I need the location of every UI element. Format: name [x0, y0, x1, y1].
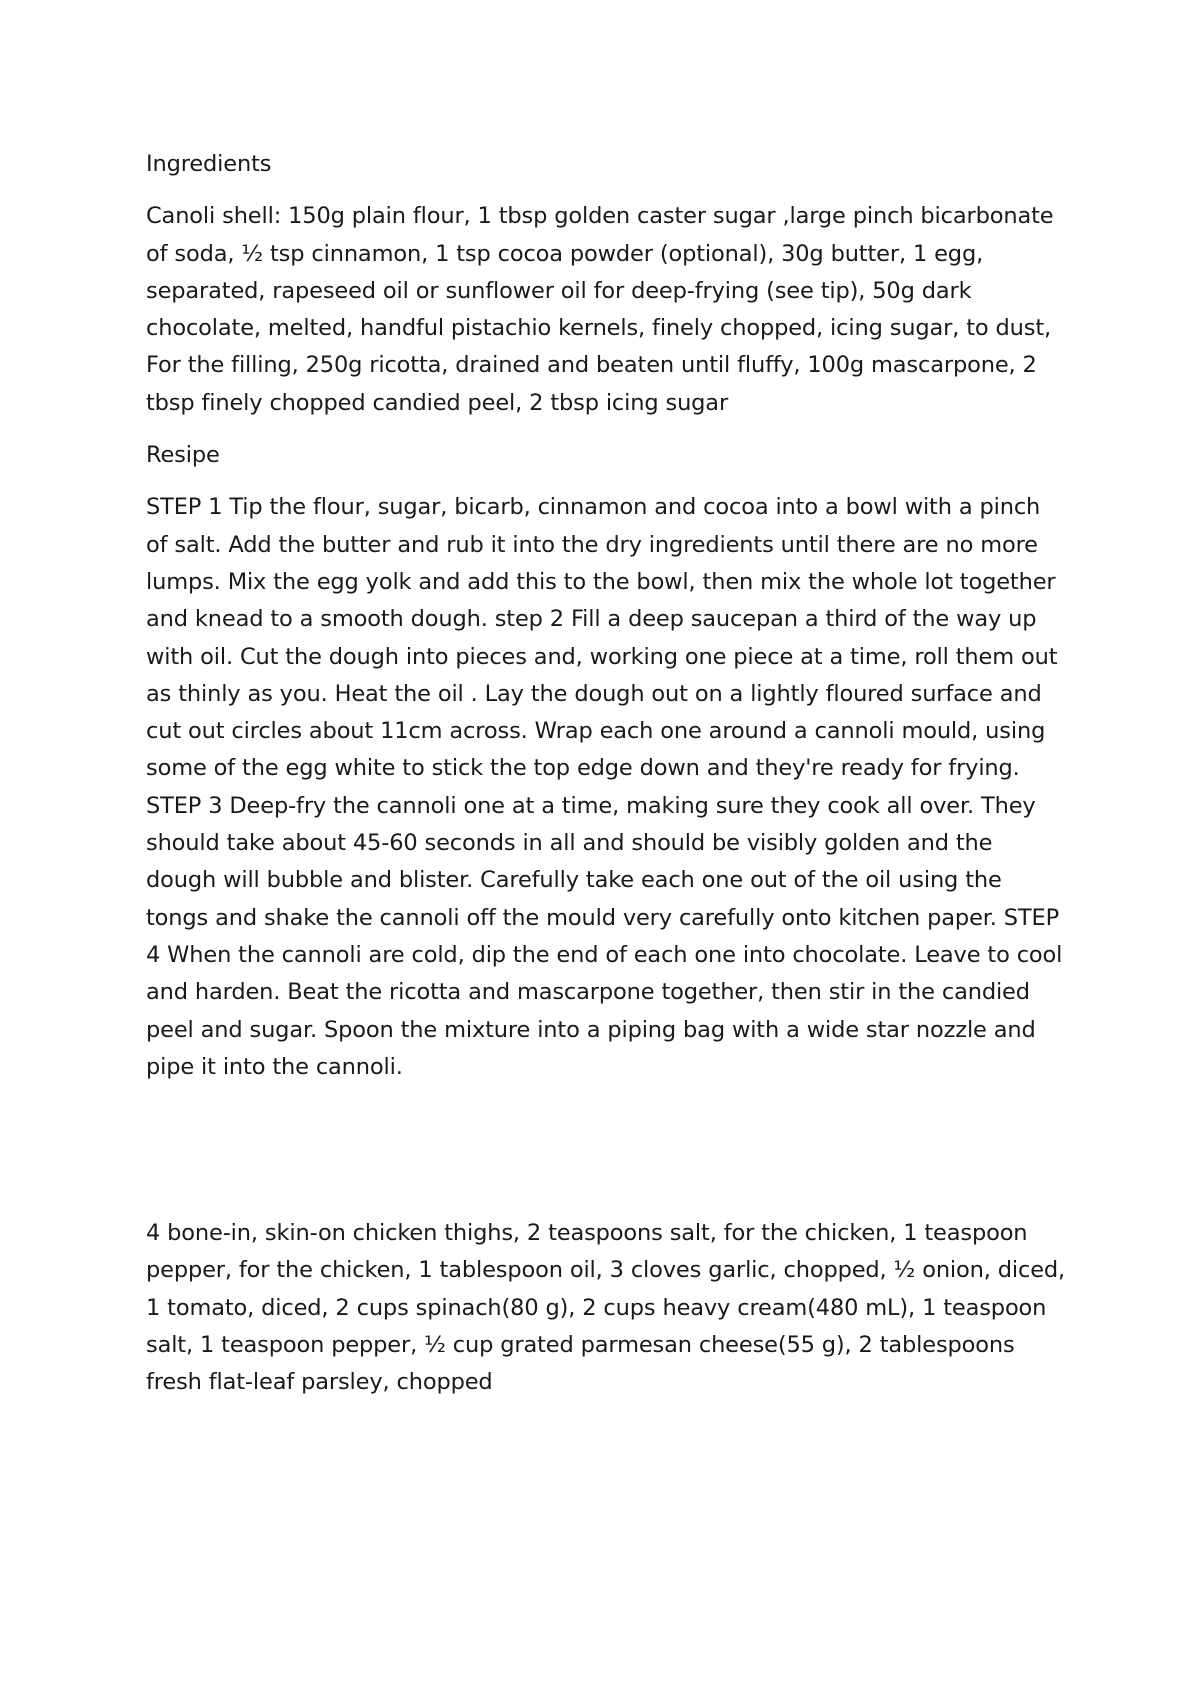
chicken-ingredients-paragraph: 4 bone-in, skin-on chicken thighs, 2 teaspoons salt, for the chicken, 1 teaspoon pepper, for the chicken, 1 tablespoon oil, 3 cloves garlic, chopped, ½ onion, diced, 1 tomato, diced, 2 cups spinach(80 g), 2 cups heavy cream(480 mL), 1 teaspoon salt, 1 teaspoon pepper, ½ cup grated parmesan cheese(55 g), 2 tablespoons fresh flat-leaf parsley, chopped — [146, 1220, 1066, 1396]
document-body — [146, 146, 1066, 1417]
recipe-steps-paragraph: STEP 1 Tip the flour, sugar, bicarb, cinnamon and cocoa into a bowl with a pinch of salt. Add the butter and rub it into the dry ingredients until there are no more lumps. Mix the egg yolk and add this to the bowl, then mix the whole lot together and knead to a smooth dough. step 2 Fill a deep saucepan a third of the way up with oil. Cut the dough into pieces and, working one piece at a time, roll them out as thinly as you. Heat the oil . Lay the dough out on a lightly floured surface and cut out circles about 11cm across. Wrap each one around a cannoli mould, using some of the egg white to stick the top edge down and they're ready for frying. STEP 3 Deep-fry the cannoli one at a time, making sure they cook all over. They should take about 45-60 seconds in all and should be visibly golden and the dough will bubble and blister. Carefully take each one out of the oil using the tongs and shake the cannoli off the mould very carefully onto kitchen paper. STEP 4 When the cannoli are cold, dip the end of each one into chocolate. Leave to cool and harden. Beat the ricotta and mascarpone together, then stir in the candied peel and sugar. Spoon the mixture into a piping bag with a wide star nozzle and pipe it into the cannoli. — [146, 494, 1063, 1080]
ingredients-heading: Ingredients — [146, 151, 272, 177]
ingredients-paragraph: Canoli shell: 150g plain flour, 1 tbsp golden caster sugar ,large pinch bicarbonate of soda, ½ tsp cinnamon, 1 tsp cocoa powder (optional), 30g butter, 1 egg, separated, rapeseed oil or sunflower oil for deep-frying (see tip), 50g dark chocolate, melted, handful pistachio kernels, finely chopped, icing sugar, to dust, For the filling, 250g ricotta, drained and beaten until fluffy, 100g mascarpone, 2 tbsp finely chopped candied peel, 2 tbsp icing sugar — [146, 203, 1054, 416]
blank-space — [146, 1101, 1066, 1215]
recipe-heading: Resipe — [146, 442, 220, 469]
